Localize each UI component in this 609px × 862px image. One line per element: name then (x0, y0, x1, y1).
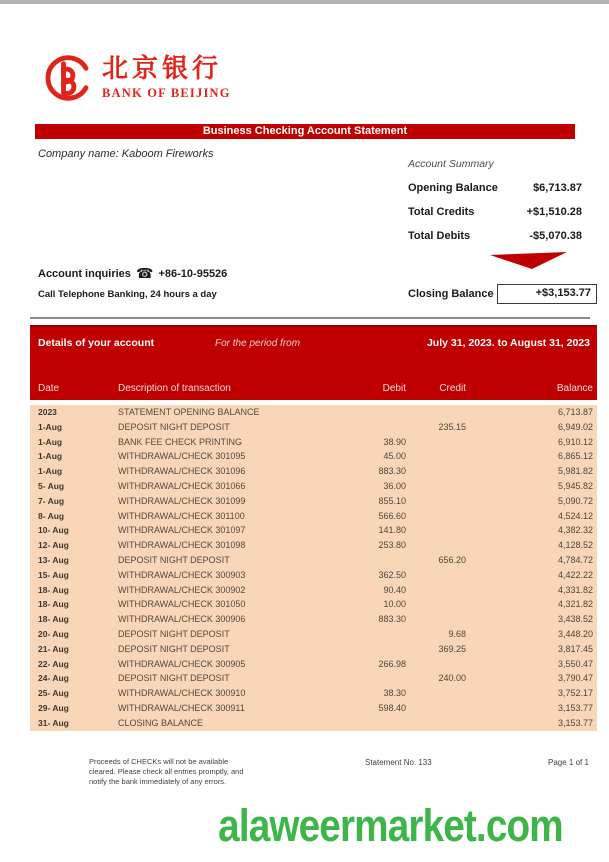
cell-debit: 253.80 (378, 540, 406, 551)
cell-credit (406, 494, 466, 509)
table-row (30, 553, 597, 568)
total-debits-label: Total Debits (408, 230, 471, 242)
cell-desc: DEPOSIT NIGHT DEPOSIT (118, 643, 230, 654)
cell-balance: 5,090.72 (557, 495, 593, 506)
cell-date: 10- Aug (38, 525, 69, 536)
bank-logo (44, 54, 231, 102)
cell-debit: 566.60 (378, 510, 406, 521)
table-row (30, 671, 597, 686)
bank-of-beijing-emblem-icon (44, 54, 92, 102)
table-row (30, 657, 597, 672)
cell-balance: 3,153.77 (557, 717, 593, 728)
cell-credit (406, 716, 466, 731)
table-row (30, 464, 597, 479)
cell-desc: DEPOSIT NIGHT DEPOSIT (118, 673, 230, 684)
table-row (30, 509, 597, 524)
cell-credit: 9.68 (448, 628, 466, 639)
cell-balance: 4,784.72 (557, 554, 593, 565)
table-row (30, 479, 597, 494)
cell-desc: WITHDRAWAL/CHECK 300905 (118, 658, 246, 669)
cell-date: 1-Aug (38, 421, 63, 432)
cell-balance: 3,790.47 (557, 673, 593, 684)
cell-balance: 5,981.82 (557, 466, 593, 477)
cell-date: 8- Aug (38, 510, 65, 521)
period-label: For the period from (215, 338, 301, 349)
cell-balance: 4,524.12 (557, 510, 593, 521)
cell-date: 18- Aug (38, 614, 69, 625)
cell-debit: 855.10 (378, 495, 406, 506)
closing-balance-value: +$3,153.77 (497, 284, 597, 304)
cell-desc: WITHDRAWAL/CHECK 301050 (118, 599, 246, 610)
cell-desc: WITHDRAWAL/CHECK 300903 (118, 569, 246, 580)
cell-debit: 362.50 (378, 569, 406, 580)
statement-number: Statement No. 133 (365, 758, 432, 767)
column-header-debit: Debit (382, 383, 406, 394)
cell-balance: 6,949.02 (557, 421, 593, 432)
cell-credit (406, 612, 466, 627)
cell-date: 18- Aug (38, 599, 69, 610)
table-row (30, 597, 597, 612)
cell-balance: 4,331.82 (557, 584, 593, 595)
cell-date: 5- Aug (38, 480, 65, 491)
cell-credit (406, 405, 466, 420)
cell-desc: WITHDRAWAL/CHECK 301099 (118, 495, 246, 506)
opening-balance-row (408, 182, 582, 194)
telephone-icon: ☎ (135, 266, 154, 282)
company-name-line: Company name: Kaboom Fireworks (38, 148, 214, 160)
footer-notice-line: notify the bank immediately of any errors. (89, 777, 227, 786)
account-summary-heading: Account Summary (408, 158, 494, 170)
column-header-credit: Credit (439, 383, 466, 394)
cell-debit: 36.00 (383, 480, 406, 491)
total-debits-value: -$5,070.38 (529, 230, 582, 242)
cell-credit (406, 657, 466, 672)
section-divider (30, 317, 590, 319)
cell-balance: 6,865.12 (557, 451, 593, 462)
cell-credit (406, 523, 466, 538)
cell-desc: WITHDRAWAL/CHECK 301100 (118, 510, 245, 521)
cell-debit: 45.00 (383, 451, 406, 462)
table-row (30, 449, 597, 464)
cell-balance: 3,153.77 (557, 702, 593, 713)
cell-desc: DEPOSIT NIGHT DEPOSIT (118, 628, 230, 639)
cell-credit (406, 538, 466, 553)
cell-debit: 10.00 (383, 599, 406, 610)
footer-notice-line: cleared. Please check all entries promptly, and (89, 767, 244, 776)
cell-credit (406, 435, 466, 450)
table-row (30, 405, 597, 420)
account-inquiries-label: Account inquiries (38, 268, 131, 280)
table-row (30, 716, 597, 731)
cell-desc: WITHDRAWAL/CHECK 301095 (118, 451, 246, 462)
account-inquiries-line (38, 266, 227, 282)
cell-desc: DEPOSIT NIGHT DEPOSIT (118, 554, 230, 565)
cell-date: 31- Aug (38, 717, 69, 728)
cell-balance: 4,422.22 (557, 569, 593, 580)
cell-debit: 38.90 (383, 436, 406, 447)
opening-balance-value: $6,713.87 (533, 182, 582, 194)
cell-desc: WITHDRAWAL/CHECK 301097 (118, 525, 246, 536)
cell-debit (318, 627, 406, 642)
cell-date: 21- Aug (38, 643, 69, 654)
account-summary (408, 158, 582, 254)
cell-debit: 141.80 (378, 525, 406, 536)
cell-balance: 6,713.87 (557, 407, 593, 417)
cell-credit: 235.15 (438, 421, 466, 432)
transactions-table (30, 325, 597, 731)
table-row (30, 538, 597, 553)
red-down-arrow-icon (490, 252, 567, 269)
cell-desc: WITHDRAWAL/CHECK 300910 (118, 688, 246, 699)
cell-credit (406, 597, 466, 612)
total-credits-label: Total Credits (408, 206, 475, 218)
cell-credit (406, 583, 466, 598)
cell-date: 25- Aug (38, 688, 69, 699)
total-credits-value: +$1,510.28 (526, 206, 582, 218)
cell-desc: WITHDRAWAL/CHECK 300902 (118, 584, 246, 595)
cell-desc: WITHDRAWAL/CHECK 301066 (118, 480, 246, 491)
total-debits-row (408, 230, 582, 242)
column-headers (30, 383, 597, 394)
transaction-rows (30, 405, 597, 731)
cell-balance: 4,128.52 (557, 540, 593, 551)
cell-date: 1-Aug (38, 466, 63, 477)
cell-desc: WITHDRAWAL/CHECK 301098 (118, 540, 246, 551)
cell-desc: STATEMENT OPENING BALANCE (118, 407, 260, 417)
bank-logo-text (102, 54, 231, 101)
cell-credit (406, 464, 466, 479)
cell-credit (406, 568, 466, 583)
page-edge-strip (0, 0, 609, 4)
cell-debit: 883.30 (378, 614, 406, 625)
telephone-banking-line: Call Telephone Banking, 24 hours a day (38, 289, 217, 300)
cell-date: 20- Aug (38, 628, 69, 639)
cell-date: 18- Aug (38, 584, 69, 595)
table-row (30, 612, 597, 627)
cell-credit (406, 509, 466, 524)
cell-date: 15- Aug (38, 569, 69, 580)
cell-credit (406, 479, 466, 494)
cell-desc: CLOSING BALANCE (118, 717, 204, 728)
account-inquiries-phone: +86-10-95526 (158, 268, 228, 280)
cell-debit: 266.98 (378, 658, 406, 669)
cell-desc: WITHDRAWAL/CHECK 300911 (118, 702, 245, 713)
table-row (30, 642, 597, 657)
cell-date: 1-Aug (38, 451, 63, 462)
column-header-date: Date (38, 383, 60, 394)
cell-balance: 3,752.17 (557, 688, 593, 699)
cell-desc: WITHDRAWAL/CHECK 300906 (118, 614, 246, 625)
table-row (30, 435, 597, 450)
statement-title-bar: Business Checking Account Statement (35, 124, 575, 139)
cell-date: 12- Aug (38, 540, 69, 551)
cell-debit: 90.40 (383, 584, 406, 595)
cell-debit: 598.40 (378, 702, 406, 713)
table-row (30, 583, 597, 598)
table-title: Details of your account (38, 337, 155, 349)
cell-credit (406, 701, 466, 716)
cell-debit (318, 671, 406, 686)
period-value: July 31, 2023. to August 31, 2023 (426, 337, 590, 349)
table-row (30, 523, 597, 538)
closing-balance-label: Closing Balance (408, 288, 494, 300)
cell-debit (318, 553, 406, 568)
column-header-balance: Balance (556, 383, 593, 394)
table-row (30, 686, 597, 701)
cell-debit: 883.30 (378, 466, 406, 477)
table-header (30, 325, 597, 400)
cell-balance: 4,321.82 (557, 599, 593, 610)
table-row (30, 494, 597, 509)
cell-credit: 240.00 (438, 673, 466, 684)
cell-debit: 38.30 (383, 688, 406, 699)
cell-debit (318, 405, 406, 420)
cell-desc: BANK FEE CHECK PRINTING (118, 436, 243, 447)
table-row (30, 420, 597, 435)
cell-date: 7- Aug (38, 495, 65, 506)
cell-desc: DEPOSIT NIGHT DEPOSIT (118, 421, 230, 432)
bank-name-chinese: 北京银行 (102, 54, 223, 84)
cell-balance: 5,945.82 (557, 480, 593, 491)
cell-date: 24- Aug (38, 673, 69, 684)
cell-balance: 3,817.45 (557, 643, 593, 654)
table-row (30, 701, 597, 716)
page-number: Page 1 of 1 (548, 758, 589, 767)
cell-credit (406, 686, 466, 701)
cell-balance: 3,448.20 (557, 628, 593, 639)
site-watermark: alaweermarket.com (218, 800, 563, 851)
cell-balance: 3,550.47 (557, 658, 593, 669)
table-row (30, 627, 597, 642)
cell-debit (318, 642, 406, 657)
cell-desc: WITHDRAWAL/CHECK 301096 (118, 466, 246, 477)
cell-date: 22- Aug (38, 658, 69, 669)
cell-date: 13- Aug (38, 554, 69, 565)
total-credits-row (408, 206, 582, 218)
footer-notice (89, 757, 329, 787)
cell-credit (406, 449, 466, 464)
table-row (30, 568, 597, 583)
opening-balance-label: Opening Balance (408, 182, 498, 194)
cell-date: 29- Aug (38, 702, 69, 713)
cell-credit: 656.20 (438, 554, 466, 565)
cell-balance: 3,438.52 (557, 614, 593, 625)
cell-date: 1-Aug (38, 436, 63, 447)
cell-debit (318, 420, 406, 435)
footer-notice-line: Proceeds of CHECKs will not be available (89, 757, 229, 766)
cell-debit (318, 716, 406, 731)
bank-name-english: BANK OF BEIJING (102, 86, 231, 100)
cell-balance: 6,910.12 (557, 436, 593, 447)
cell-credit: 369.25 (438, 643, 466, 654)
column-header-description: Description of transaction (118, 383, 231, 394)
cell-balance: 4,382.32 (557, 525, 593, 536)
cell-date: 2023 (38, 407, 57, 417)
